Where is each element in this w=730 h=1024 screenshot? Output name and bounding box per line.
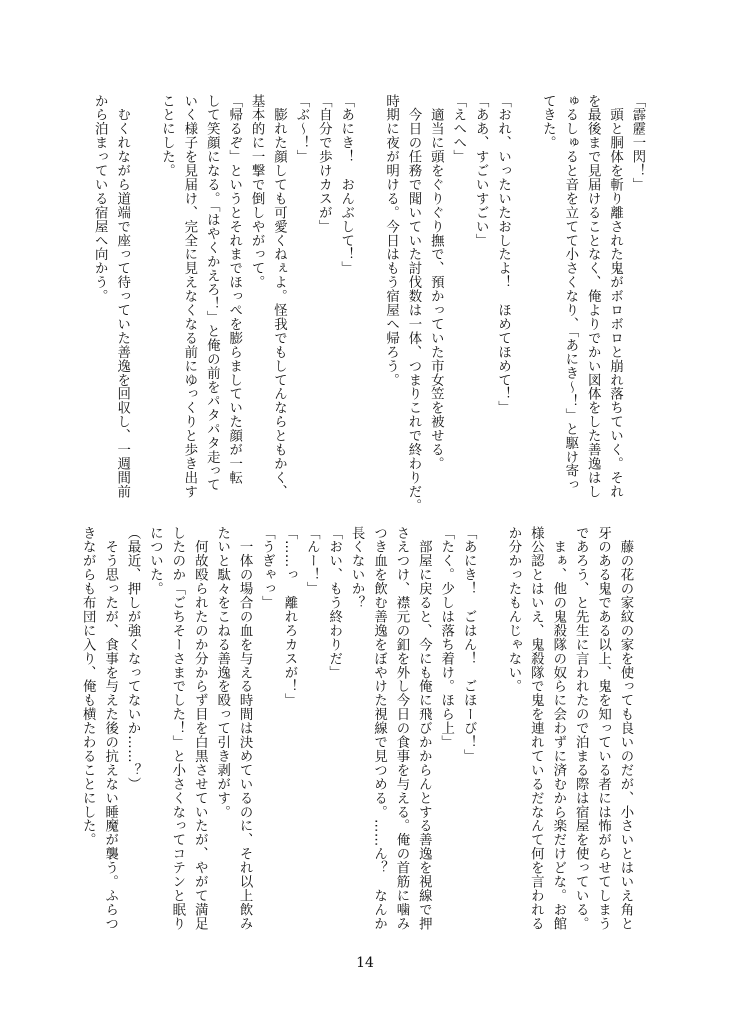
text-line: [133, 94, 155, 484]
text-line: 「ああ、すごいすごい」: [473, 94, 489, 248]
page-number: 14: [356, 955, 374, 971]
text-line: [479, 526, 501, 918]
text-line: 「おれ、いったいたおしたよ！ ほめてほめて！」: [495, 94, 511, 415]
text-line: 「うぎゃっ」: [259, 526, 275, 610]
text-line: 「あにき！ ごはん！ ごほーび！」: [461, 526, 477, 764]
text-line: まぁ、他の鬼殺隊の奴らに会わずに済むから楽だけどな。お館: [550, 526, 566, 931]
text-line: 部屋に戻ると、今にも俺に飛びかからんとする善逸を視線で押: [416, 526, 432, 931]
text-line: 時期に夜が明ける。今日はもう宿屋へ帰ろう。: [383, 94, 399, 387]
text-line: 「おい、もう終わりだ」: [326, 526, 342, 680]
text-line: から泊まっている宿屋へ向かう。: [92, 94, 108, 304]
text-line: したのか「ごちそーさまでした！」と小さくなってコテンと眠り: [169, 526, 185, 931]
text-line: [357, 94, 379, 484]
text-line: 「あにき！ おんぶして！」: [338, 94, 354, 276]
text-line: （最近、押しが強くなってないか……？）: [125, 526, 141, 792]
text-line: 「んー！」: [304, 526, 320, 596]
text-line: 牙のある鬼である以上、鬼を知っている者には怖がらせてしまう: [595, 526, 611, 931]
text-line: 「霹靂一閃！」: [630, 94, 645, 192]
text-line: 「ぶ〜！」: [293, 94, 309, 164]
text-line: であろう、と先生に言われたので泊まる際は宿屋を使っている。: [573, 526, 589, 931]
text-line: についた。: [147, 526, 163, 596]
text-line: 「えへへ」: [450, 94, 466, 164]
text-line: 様公認とはいえ、鬼殺隊で鬼を連れているだなんて何を言われる: [528, 526, 544, 931]
text-line: を最後まで見届けることなく、俺よりでかい図体をした善逸はし: [585, 94, 601, 499]
text-line: てきた。: [540, 94, 556, 150]
text-line: 何故殴られたのか分からず目を白黒させていたが、やがて満足: [192, 526, 208, 931]
text-line: つき血を飲む善逸をぼやけた視線で見つめる。……ん？ なんか: [371, 526, 387, 931]
text-line: さえつけ、襟元の釦を外し今日の食事を与える。俺の首筋に噛み: [393, 526, 409, 931]
text-line: 「自分で歩けカスが」: [316, 94, 332, 234]
text-line: そう思ったが、食事を与えた後の抗えない睡魔が襲う。ふらつ: [102, 526, 118, 931]
text-line: 藤の花の家紋の家を使っても良いのだが、小さいとはいえ角と: [618, 526, 633, 931]
text-line: たいと駄々をこねる善逸を殴って引き剥がす。: [214, 526, 230, 819]
text-line: [514, 94, 536, 484]
text-line: いく様子を見届け、完全に見えなくなる前にゆっくりと歩き出す: [181, 94, 197, 499]
text-line: きながらも布団に入り、俺も横たわることにした。: [80, 526, 96, 847]
text-line: 基本的に一撃で倒しやがって。: [249, 94, 265, 290]
text-line: 今日の任務で聞いていた討伐数は一体、つまりこれで終わりだ。: [405, 94, 421, 513]
text-line: 膨れた顔しても可愛くねぇよ。怪我でもしてんならともかく、: [271, 94, 287, 499]
text-line: して笑顔になる。「はやくかえろ！」と俺の前をパタパタ走って: [204, 94, 220, 492]
text-line: ことにした。: [159, 94, 175, 178]
text-line: 頭と胴体を斬り離された鬼がボロボロと崩れ落ちていく。それ: [607, 94, 623, 499]
text-line: 適当に頭をぐりぐり撫で、預かっていた市女笠を被せる。: [428, 94, 444, 471]
text-line: 一体の場合の血を与える時間は決めているのに、それ以上飲み: [237, 526, 253, 931]
text-line: 「……っ 離れろカスが！」: [281, 526, 297, 708]
text-line: むくれながら道端で座って待っていた善逸を回収し、一週間前: [114, 94, 130, 499]
text-line: 「たく。少しは落ち着け。ほら上」: [438, 526, 454, 750]
text-line: か分かったもんじゃない。: [505, 526, 521, 694]
text-line: 長くないか？: [349, 526, 365, 610]
lower-text-block: [76, 526, 636, 931]
text-line: 「帰るぞ」というとそれまでほっぺを膨らましていた顔が一転: [226, 94, 242, 485]
upper-text-block: [88, 94, 648, 513]
text-line: ゅるしゅると音を立てて小さくなり、「あにき〜！」と駆け寄っ: [562, 94, 578, 492]
